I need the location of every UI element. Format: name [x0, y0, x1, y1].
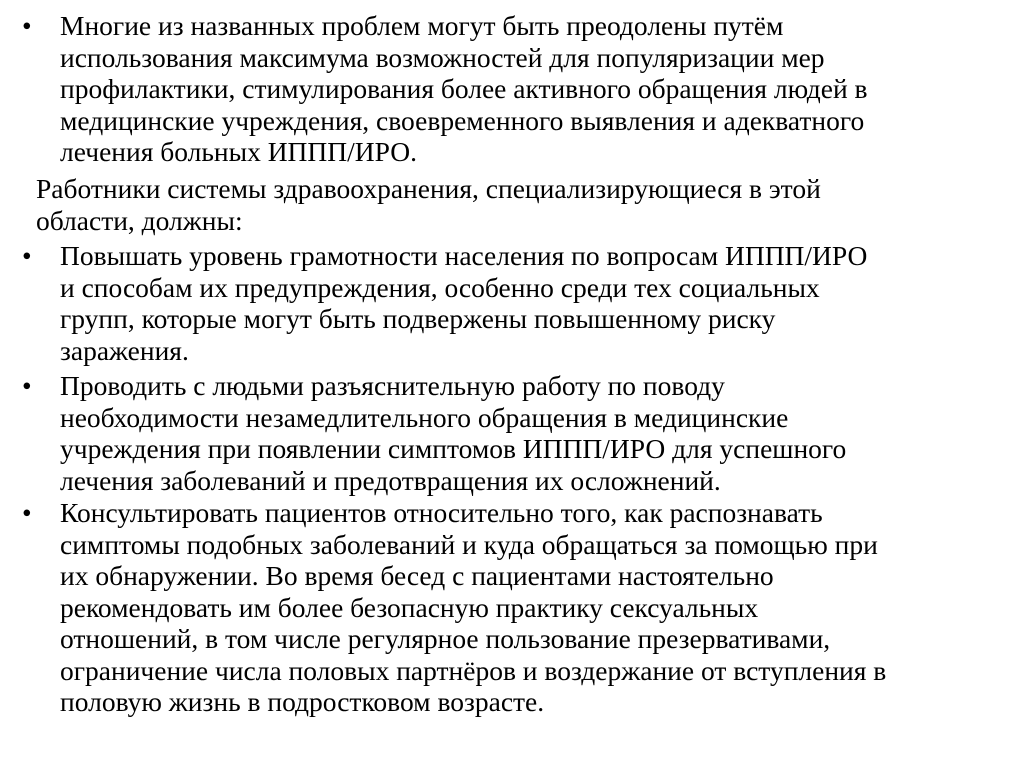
text-line: использования максимума возможностей для популяризации мер — [60, 41, 825, 73]
bullet-text — [60, 240, 867, 366]
text-line: медицинские учреждения, своевременного выявления и адекватного — [60, 104, 865, 136]
text-line: лечения заболеваний и предотвращения их осложнений. — [60, 464, 721, 496]
bullet-marker: • — [22, 370, 32, 401]
text-line: лечения больных ИППП/ИРО. — [60, 136, 418, 167]
text-line: профилактики, стимулирования более активного обращения людей в — [60, 73, 868, 104]
bullet-marker: • — [22, 497, 32, 528]
text-line: необходимости незамедлительного обращения в медицинские — [60, 401, 789, 433]
bullet-marker: • — [22, 240, 32, 271]
text-line: учреждения при появлении симптомов ИППП/ИРО для успешного — [60, 433, 847, 464]
text-line: половую жизнь в подростковом возрасте. — [60, 686, 545, 717]
text-line: и способам их предупреждения, особенно среди тех социальных — [60, 271, 820, 303]
bullet-text — [60, 497, 886, 718]
bullet-marker: • — [22, 10, 32, 41]
text-line: групп, которые могут быть подвержены повышенному риску — [60, 303, 776, 334]
text-line: отношений, в том числе регулярное пользование презервативами, — [60, 623, 831, 654]
text-line: Повышать уровень грамотности населения по вопросам ИППП/ИРО — [60, 240, 868, 271]
bullet-text — [60, 370, 846, 496]
text-line: их обнаружении. Во время бесед с пациентами настоятельно — [60, 560, 774, 591]
text-line: рекомендовать им более безопасную практику сексуальных — [60, 591, 759, 623]
text-line: симптомы подобных заболеваний и куда обращаться за помощью при — [60, 528, 878, 560]
text-line: заражения. — [60, 334, 189, 366]
text-line: Проводить с людьми разъяснительную работу по поводу — [60, 370, 725, 401]
text-line: Консультировать пациентов относительно того, как распознавать — [60, 497, 823, 528]
bullet-text — [60, 10, 868, 168]
text-line: Многие из названных проблем могут быть преодолены путём — [60, 10, 784, 41]
text-line: Работники системы здравоохранения, специализирующиеся в этой — [36, 173, 821, 204]
text-line: ограничение числа половых партнёров и воздержание от вступления в — [60, 654, 887, 686]
text-line: области, должны: — [36, 204, 243, 236]
intro-paragraph — [36, 173, 821, 236]
